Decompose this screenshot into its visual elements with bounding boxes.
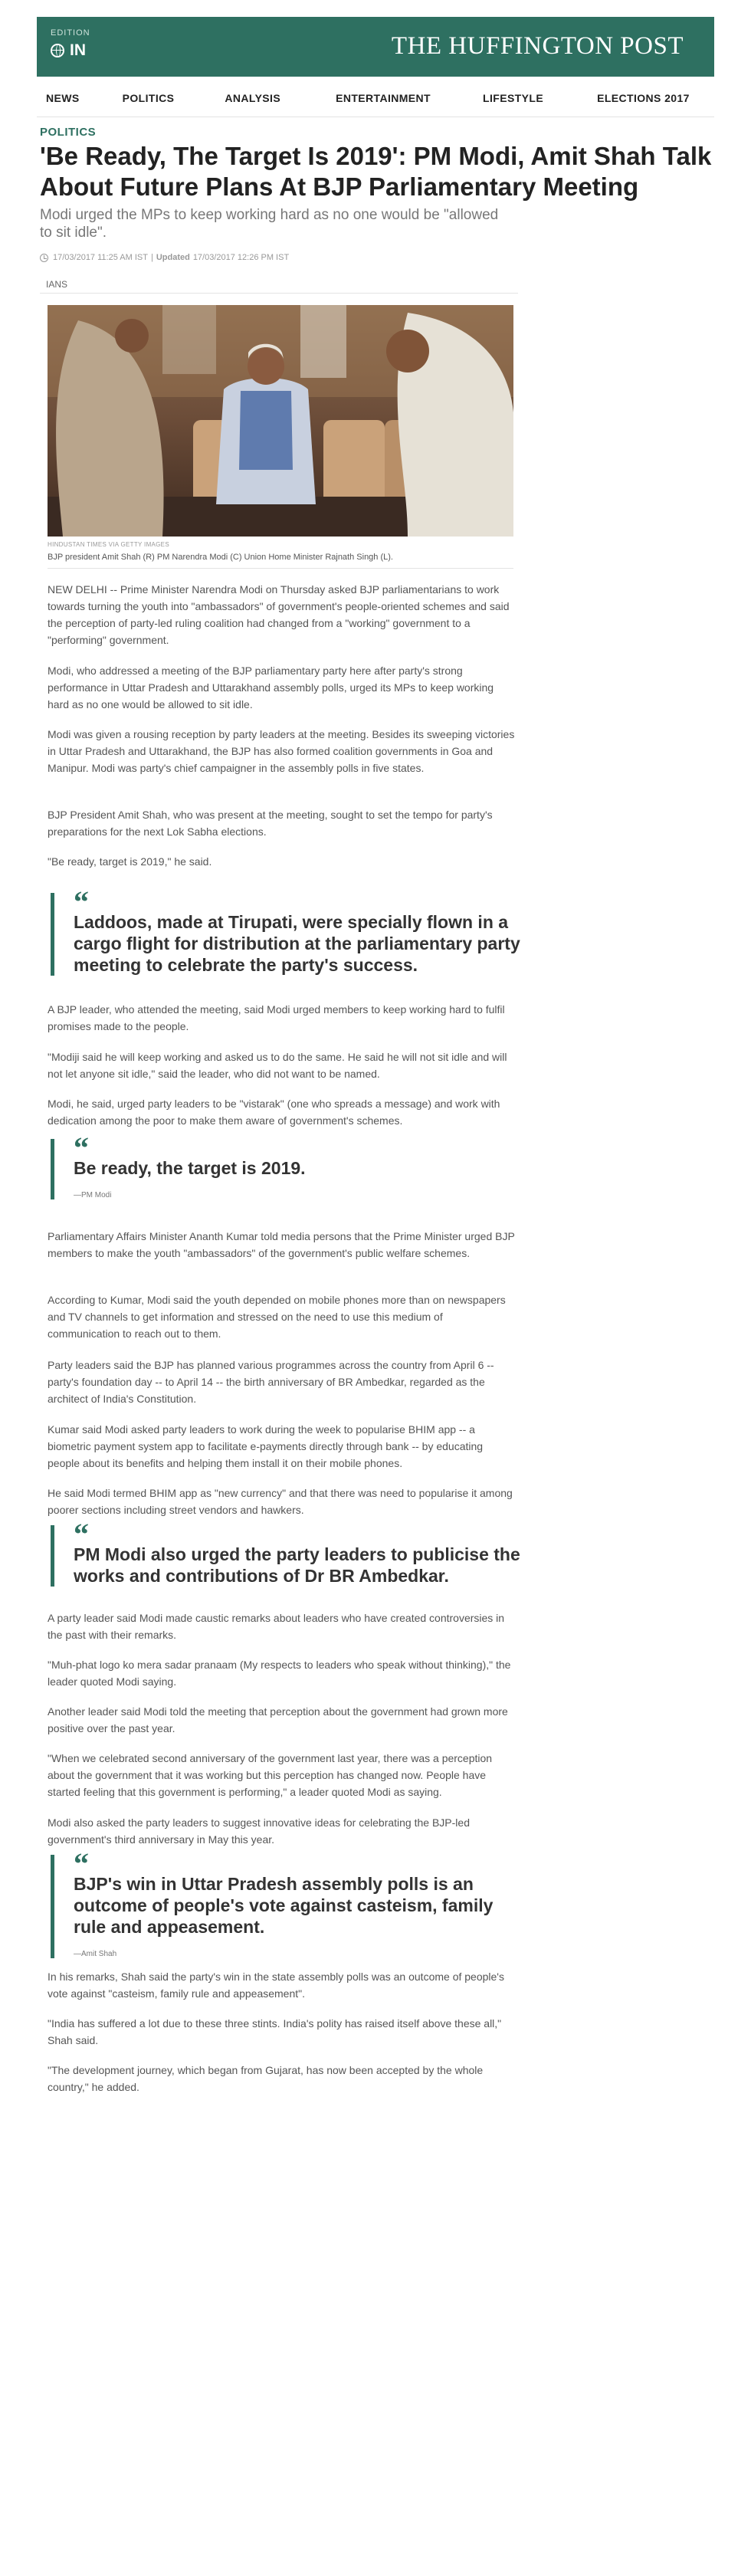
nav-item-elections-2017[interactable]: ELECTIONS 2017 xyxy=(597,91,690,104)
nav-item-politics[interactable]: POLITICS xyxy=(122,91,175,104)
headline: 'Be Ready, The Target Is 2019': PM Modi, Amit Shah Talk About Future Plans At BJP Parliamentary Meeting xyxy=(40,142,712,201)
paragraph: Modi was given a rousing reception by party leaders at the meeting. Besides its sweeping victories in Uttar Pradesh and Uttarakhand, the BJP has also formed coalition governments in Goa and Manipur. Modi was party's chief campaigner in the assembly polls in five states. xyxy=(48,728,515,774)
pullquote-attribution: —PM Modi xyxy=(74,1191,112,1199)
paragraph: Modi, he said, urged party leaders to be "vistarak" (one who spreads a message) and work with dedication among the poor to make them aware of government's schemes. xyxy=(48,1098,500,1127)
divider xyxy=(40,293,518,294)
pullquote-text: BJP's win in Uttar Pradesh assembly polls is an outcome of people's vote against casteism, family rule and appeasement. xyxy=(74,1874,494,1937)
masthead xyxy=(37,17,714,77)
quote-mark-icon: “ xyxy=(74,884,89,919)
nav-item-lifestyle[interactable]: LIFESTYLE xyxy=(483,91,544,104)
paragraph: In his remarks, Shah said the party's win in the state assembly polls was an outcome of people's vote against "casteism, family rule and appeasement". xyxy=(48,1971,504,2000)
quote-mark-icon: “ xyxy=(74,1846,89,1881)
pullquote-text: Be ready, the target is 2019. xyxy=(74,1158,306,1178)
pullquote-attribution: —Amit Shah xyxy=(74,1950,117,1958)
nav-item-news[interactable]: NEWS xyxy=(46,91,80,104)
paragraph: NEW DELHI -- Prime Minister Narendra Modi on Thursday asked BJP parliamentarians to work towards turning the youth into "ambassadors" of government's people-oriented schemes and said the perception of party-led ruling coalition had changed from a "working" government to a "performing" government. xyxy=(48,583,510,646)
pullquote xyxy=(51,1517,521,1587)
nav-item-analysis[interactable]: ANALYSIS xyxy=(225,91,281,104)
photo-credit: HINDUSTAN TIMES VIA GETTY IMAGES xyxy=(48,541,169,548)
paragraph: A party leader said Modi made caustic remarks about leaders who have created controversies in the past with their remarks. xyxy=(48,1612,505,1641)
paragraph: Kumar said Modi asked party leaders to work during the week to popularise BHIM app -- a biometric payment system app to facilitate e-payments directly through bank -- by educating people about its benefits and helping them install it on their mobile phones. xyxy=(48,1423,484,1469)
published-time: 17/03/2017 11:25 AM IST xyxy=(53,253,148,262)
paragraph: Party leaders said the BJP has planned various programmes across the country from April 6 -- party's foundation day -- to April 14 -- the birth anniversary of BR Ambedkar, regarded as the architect of India's Constitution. xyxy=(48,1359,494,1405)
quote-mark-icon: “ xyxy=(74,1130,89,1165)
updated-time: 17/03/2017 12:26 PM IST xyxy=(192,253,290,262)
pullquote xyxy=(51,884,521,976)
paragraph: "Muh-phat logo ko mera sadar pranaam (My respects to leaders who speak without thinking)," the leader quoted Modi saying. xyxy=(48,1659,511,1688)
paragraph: Another leader said Modi told the meeting that perception about the government had grown more positive over the past year. xyxy=(48,1705,508,1734)
pullquote xyxy=(51,1130,521,1199)
lead-photo-illustration xyxy=(48,305,513,537)
main-nav xyxy=(37,79,714,117)
paragraph: "Modiji said he will keep working and asked us to do the same. He said he will not sit idle and will not let anyone sit idle," said the leader, who did not want to be named. xyxy=(48,1051,507,1080)
edition-selector[interactable] xyxy=(51,28,90,60)
paragraph: He said Modi termed BHIM app as "new currency" and that there was need to popularise it among poorer sections including street vendors and hawkers. xyxy=(48,1487,513,1516)
timestamps: 17/03/2017 11:25 AM IST | Updated 17/03/2017 12:26 PM IST xyxy=(40,253,289,262)
edition-label: EDITION xyxy=(51,28,90,38)
quote-mark-icon: “ xyxy=(74,1517,89,1551)
edition-code: IN xyxy=(70,41,86,59)
paragraph: A BJP leader, who attended the meeting, said Modi urged members to keep working hard to fulfil promises made to the people. xyxy=(48,1003,505,1032)
paragraph: Parliamentary Affairs Minister Ananth Kumar told media persons that the Prime Minister urged BJP members to make the youth "ambassadors" of the government's public welfare schemes. xyxy=(48,1230,515,1259)
subhead: Modi urged the MPs to keep working hard as no one would be "allowed to sit idle". xyxy=(40,207,499,241)
pullquote-text: Laddoos, made at Tirupati, were specially flown in a cargo flight for distribution at the parliamentary party meeting to celebrate the party's success. xyxy=(74,912,520,975)
paragraph: BJP President Amit Shah, who was present at the meeting, sought to set the tempo for party's preparations for the next Lok Sabha elections. xyxy=(48,809,493,838)
paragraph: Modi, who addressed a meeting of the BJP parliamentary party here after party's strong performance in Uttar Pradesh and Uttarakhand assembly polls, urged its MPs to keep working hard as no one would be allowed to sit idle. xyxy=(48,665,494,710)
globe-icon xyxy=(51,44,64,57)
paragraph: "India has suffered a lot due to these three stints. India's polity has raised itself above these all," Shah said. xyxy=(48,2017,502,2046)
paragraph: According to Kumar, Modi said the youth depended on mobile phones more than on newspapers and TV channels to get information and stressed on the need to use this medium of communication to reach out to them. xyxy=(48,1294,506,1340)
section-label[interactable]: POLITICS xyxy=(40,126,97,139)
paragraph: Modi also asked the party leaders to suggest innovative ideas for celebrating the BJP-led government's third anniversary in May this year. xyxy=(48,1816,470,1846)
byline[interactable]: IANS xyxy=(46,279,68,290)
paragraph: "Be ready, target is 2019," he said. xyxy=(48,855,212,868)
pullquote xyxy=(51,1846,521,1958)
divider xyxy=(48,568,513,569)
photo-caption: BJP president Amit Shah (R) PM Narendra Modi (C) Union Home Minister Rajnath Singh (L). xyxy=(48,553,393,562)
updated-label: Updated xyxy=(156,253,190,262)
paragraph: "When we celebrated second anniversary of the government last year, there was a perception about the government that it was working but this perception has changed now. People have started feeling that this government is performing," a leader quoted Modi as saying. xyxy=(48,1752,493,1798)
brand-logo[interactable]: THE HUFFINGTON POST xyxy=(391,32,684,60)
lead-photo xyxy=(48,305,513,537)
clock-icon xyxy=(40,254,48,262)
nav-item-entertainment[interactable]: ENTERTAINMENT xyxy=(336,91,431,104)
paragraph: "The development journey, which began from Gujarat, has now been accepted by the whole country," he added. xyxy=(48,2064,484,2093)
pullquote-text: PM Modi also urged the party leaders to publicise the works and contributions of Dr BR Ambedkar. xyxy=(74,1544,520,1586)
